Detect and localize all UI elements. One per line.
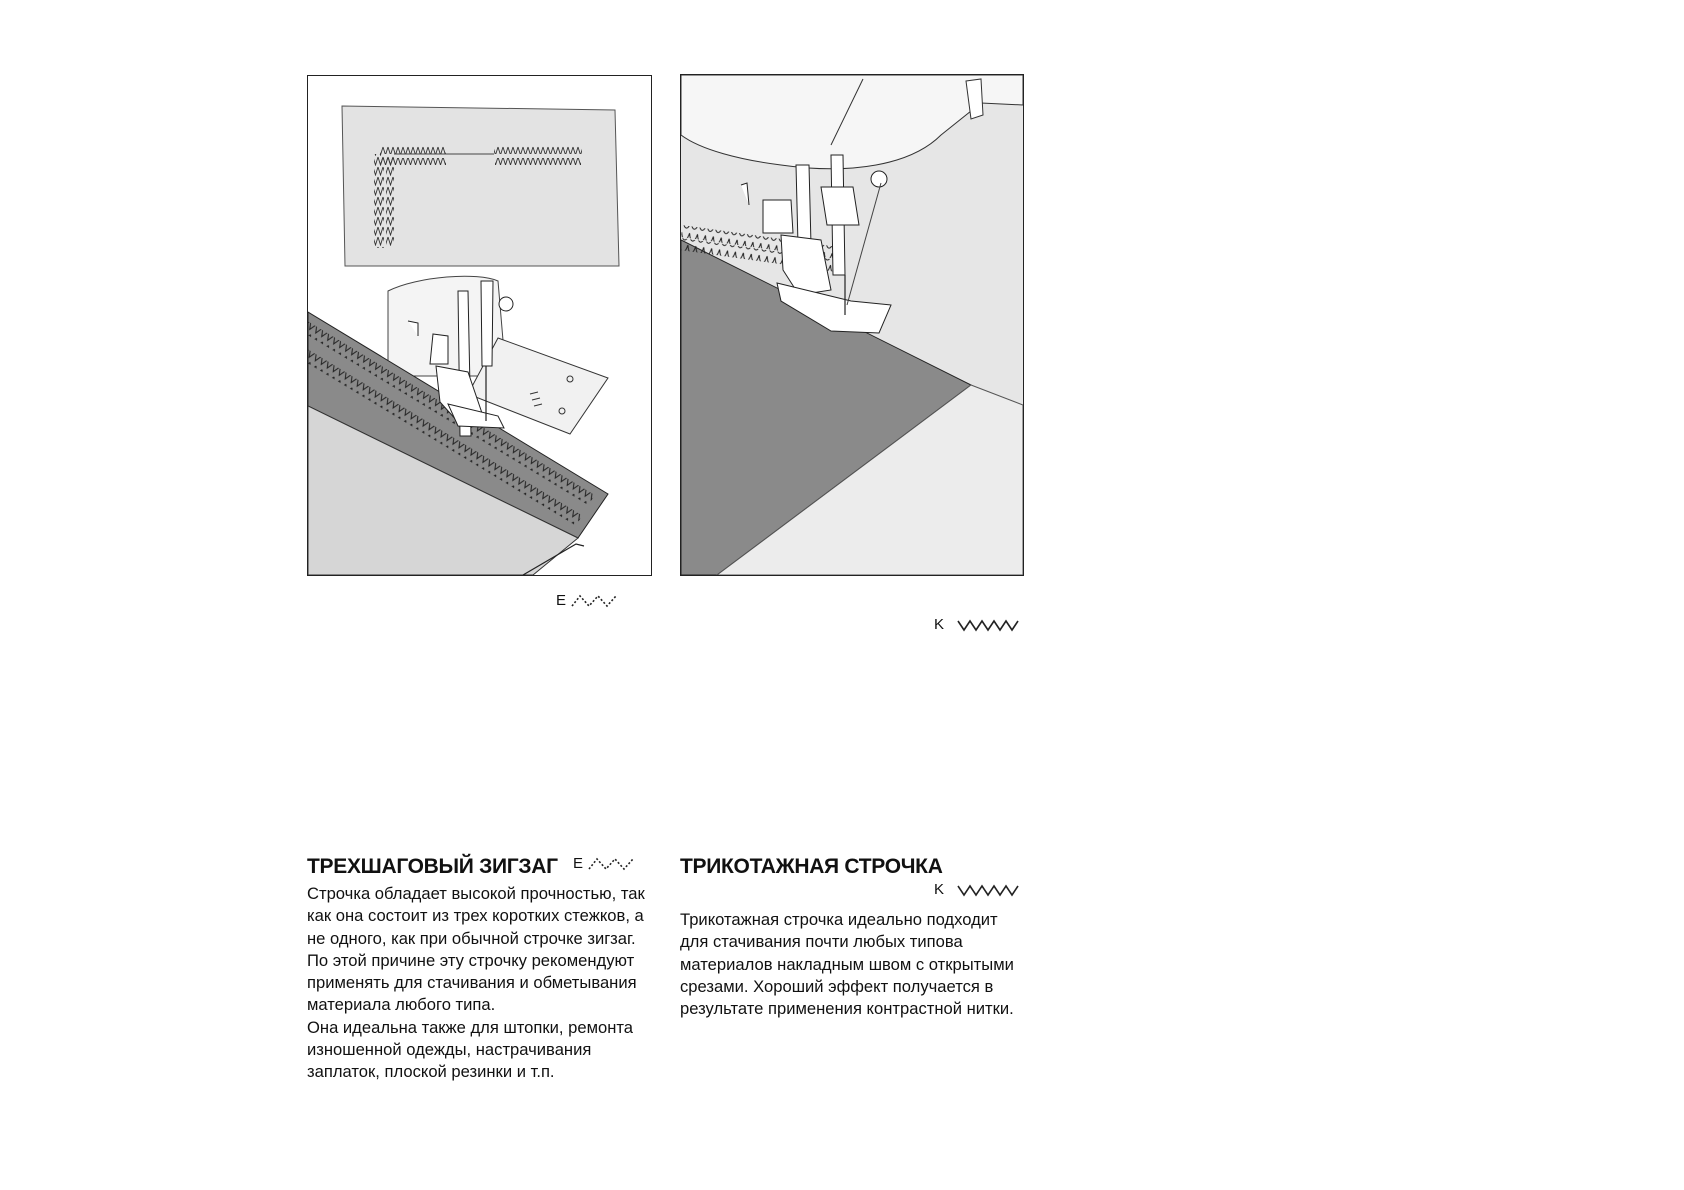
knit-stitch-icon [956,617,1022,633]
paragraph: Строчка обладает высокой прочностью, так как она состоит из трех коротких стежков, а не одного, как при обычной строчке зигзаг. [307,884,645,948]
figure-right-stitch-symbol [934,616,1022,633]
knit-stitch-description [680,909,1020,1020]
heading-right-stitch-symbol [934,881,1022,898]
figure-triple-zigzag [307,75,652,576]
paragraph: Трикотажная строчка идеально подходит для стачивания почти любых типова материалов накладным швом с открытыми срезами. Хороший эффект получается в результате применения контрастной нитки. [680,910,1014,1019]
paragraph: Она идеальна также для штопки, ремонта изношенной одежды, настрачивания заплаток, плоской резинки и т.п. [307,1017,634,1082]
stitch-letter-e: E [573,855,584,872]
heading-triple-zigzag: ТРЕХШАГОВЫЙ ЗИГЗАГ [307,855,558,878]
stitch-letter-e: E [556,592,567,609]
knit-stitch-illustration [681,75,1023,575]
stitch-sample-card [342,106,619,266]
stitch-letter-k: K [934,881,945,898]
figure-left-stitch-symbol [556,592,618,609]
triple-zigzag-illustration [308,76,651,575]
knit-stitch-icon [956,882,1022,898]
triple-zigzag-description [307,883,652,1084]
triple-zigzag-icon [587,856,635,872]
triple-zigzag-icon [570,593,618,609]
figure-knit-stitch [680,74,1024,576]
stitch-letter-k: K [934,616,945,633]
heading-knit-stitch: ТРИКОТАЖНАЯ СТРОЧКА [680,855,943,878]
paragraph: По этой причине эту строчку рекомендуют применять для стачивания и обметывания материала любого типа. [307,950,637,1015]
heading-left-stitch-symbol [573,855,635,872]
